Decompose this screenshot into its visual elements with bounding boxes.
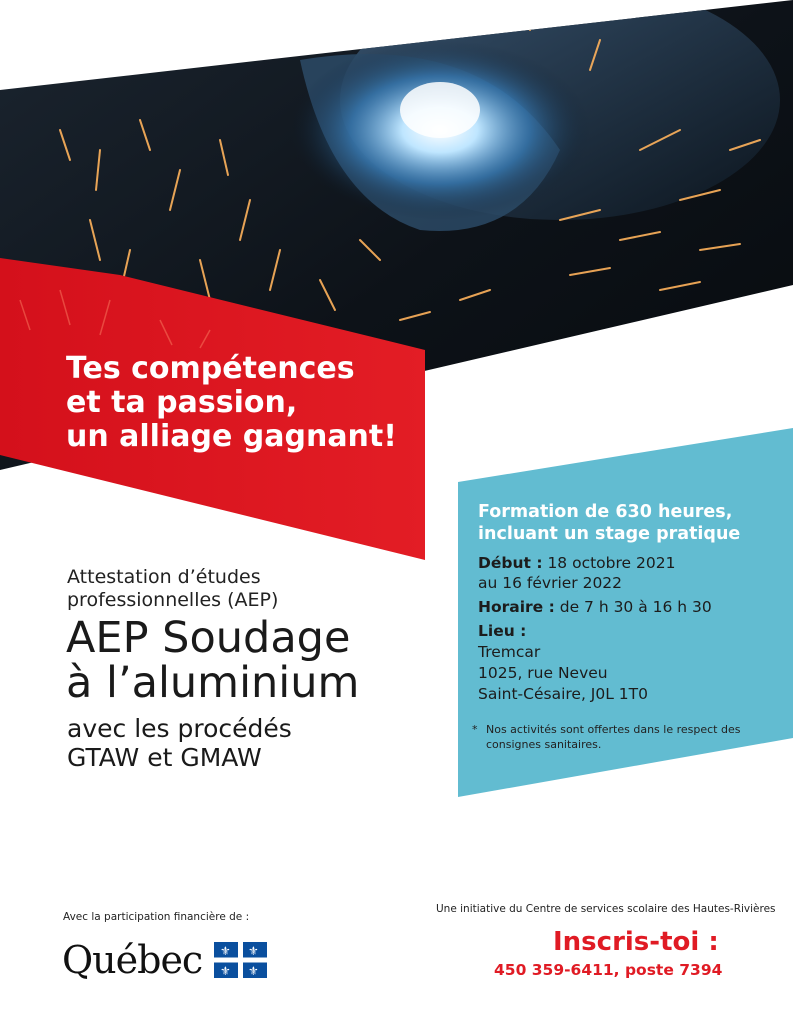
aep-intro-line-2: professionnelles (AEP): [67, 589, 279, 611]
location-label: [478, 621, 783, 642]
phone-number[interactable]: 450 359-6411, poste 7394: [494, 961, 723, 979]
info-heading-line-1: Formation de 630 heures,: [478, 502, 733, 522]
start-date-line-2: au 16 février 2022: [478, 574, 623, 592]
sanitary-note: [472, 722, 772, 752]
location: [478, 621, 783, 705]
svg-text:⚜: ⚜: [220, 944, 231, 958]
schedule: [478, 597, 783, 617]
quebec-logo-text: Québec: [62, 938, 203, 982]
location-line-2: 1025, rue Neveu: [478, 664, 608, 682]
info-heading: [478, 501, 783, 545]
aep-intro-line-1: Attestation d’études: [67, 566, 261, 588]
program-subtitle-line-1: avec les procédés: [67, 714, 292, 743]
note-text: Nos activités sont offertes dans le respect des consignes sanitaires.: [486, 723, 741, 751]
program-subtitle-line-2: GTAW et GMAW: [67, 743, 262, 772]
register-cta: Inscris-toi :: [553, 927, 719, 957]
start-date-label: Début :: [478, 554, 543, 572]
info-heading-line-2: incluant un stage pratique: [478, 524, 741, 544]
svg-text:⚜: ⚜: [220, 964, 231, 978]
start-date-value: 18 octobre 2021: [542, 554, 676, 572]
schedule-value: de 7 h 30 à 16 h 30: [554, 598, 712, 616]
tagline-line-2: et ta passion,: [66, 385, 298, 420]
start-date: [478, 553, 783, 593]
location-label-text: Lieu :: [478, 622, 527, 640]
info-box: [478, 501, 783, 705]
initiative-credit: Une initiative du Centre de services scolaire des Hautes-Rivières: [436, 903, 776, 915]
fleurdelise-flag-icon: [214, 942, 267, 978]
svg-text:⚜: ⚜: [248, 944, 259, 958]
start-date-line-1: [478, 553, 783, 573]
svg-text:⚜: ⚜: [248, 964, 259, 978]
location-line-3: Saint-Césaire, J0L 1T0: [478, 685, 648, 703]
tagline-line-3: un alliage gagnant!: [66, 419, 397, 454]
schedule-label: Horaire :: [478, 598, 555, 616]
financial-participation-label: Avec la participation financière de :: [63, 911, 250, 923]
tagline-line-1: Tes compétences: [66, 351, 355, 386]
note-asterisk: *: [472, 723, 478, 736]
program-title-line-1: AEP Soudage: [66, 613, 351, 663]
program-title-line-2: à l’aluminium: [66, 658, 360, 708]
location-line-1: Tremcar: [478, 643, 541, 661]
